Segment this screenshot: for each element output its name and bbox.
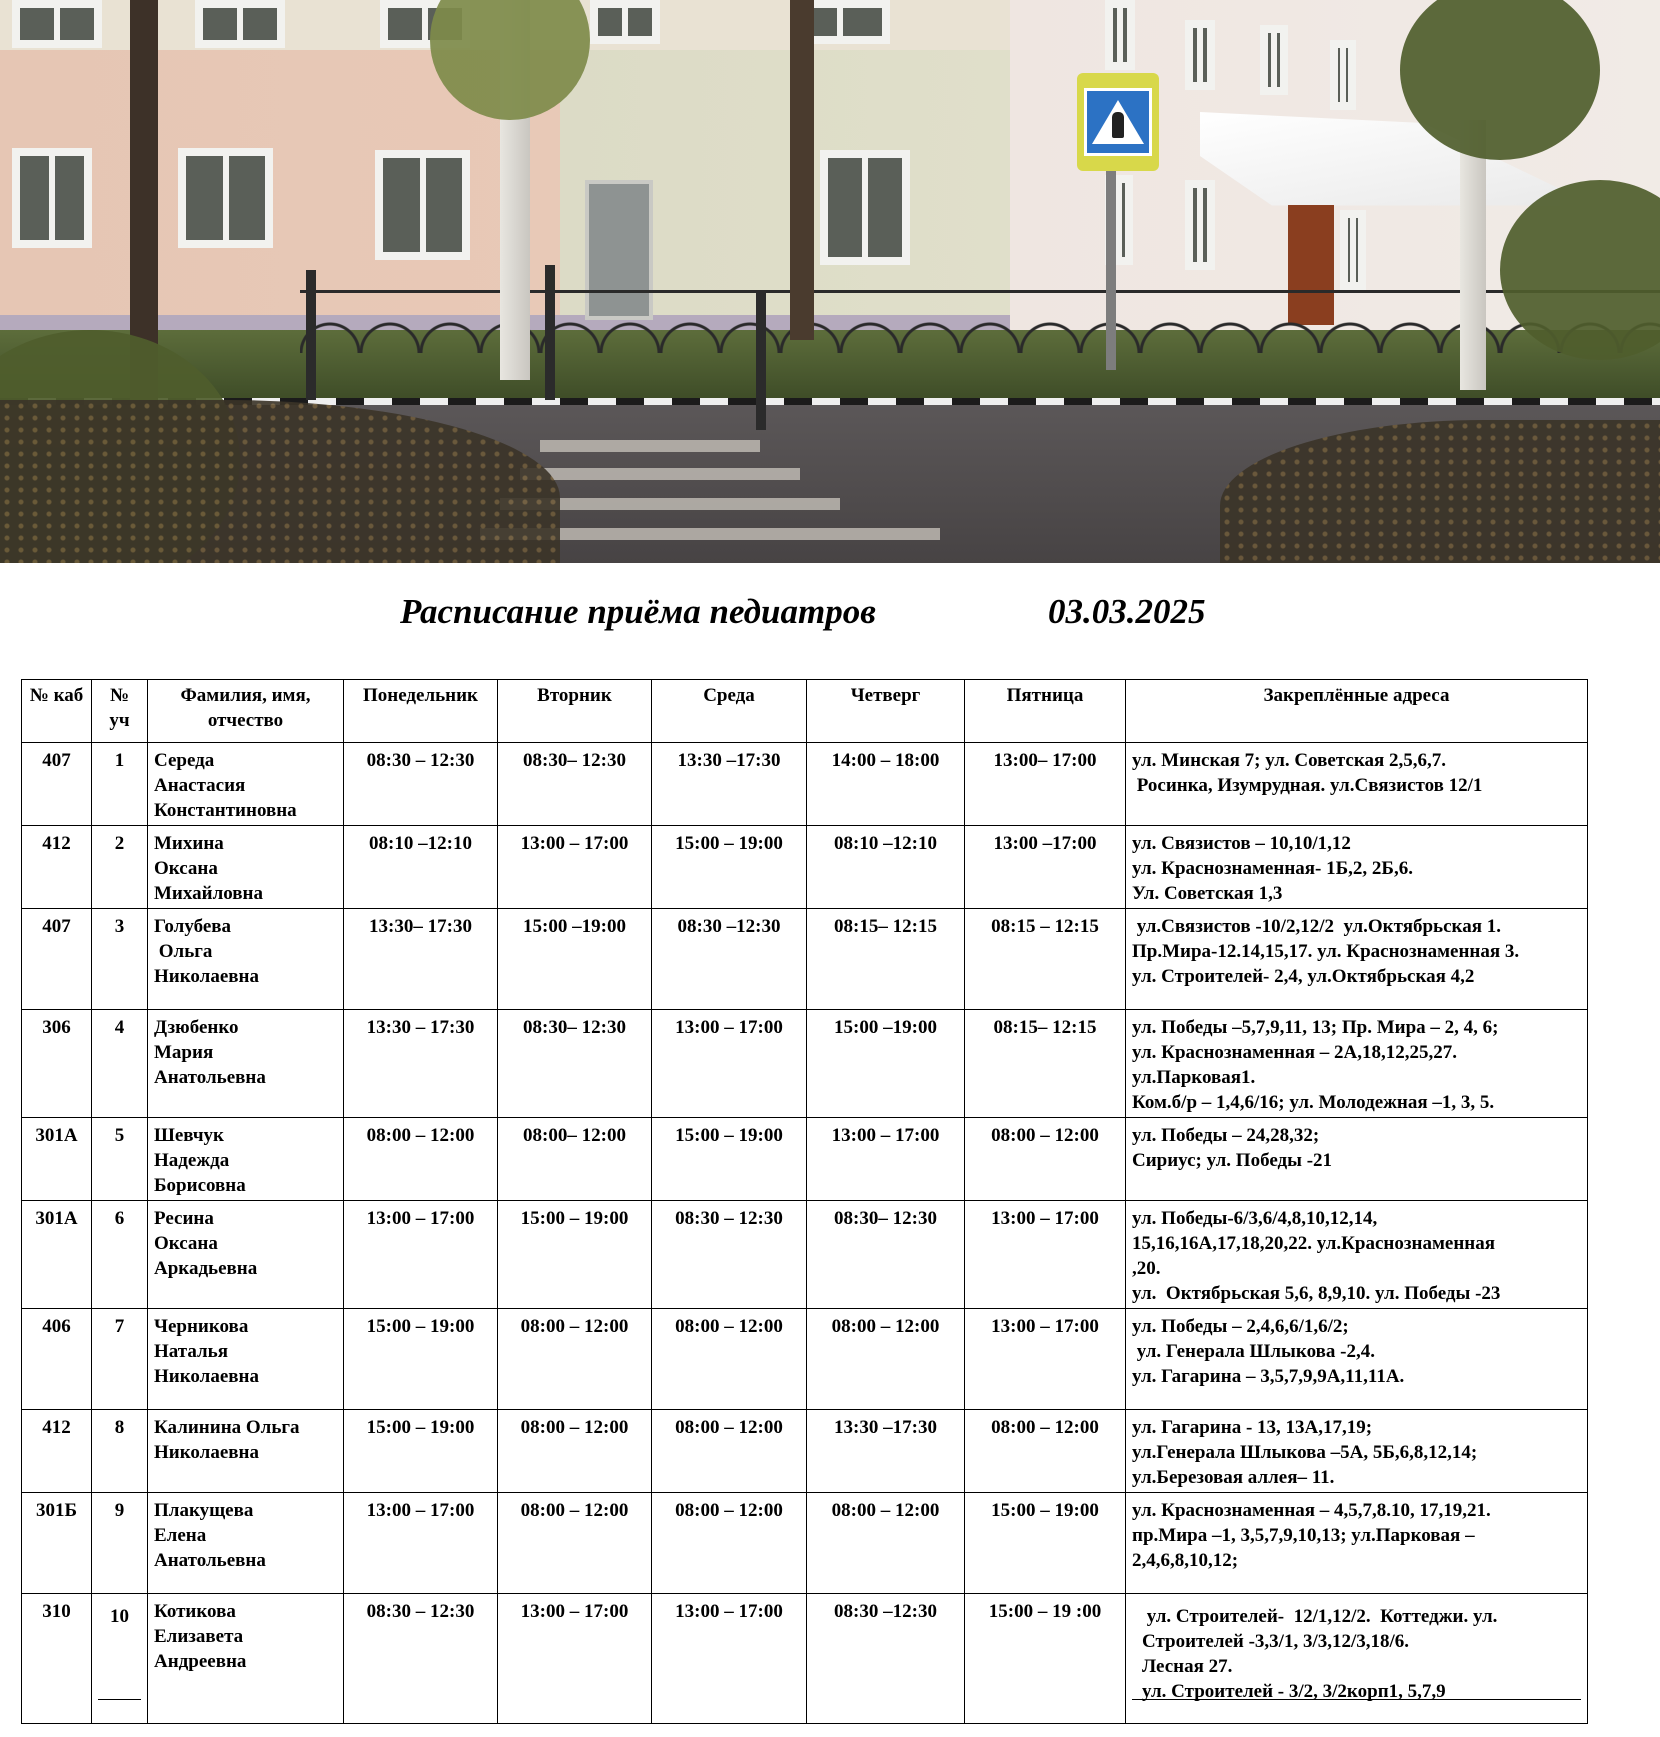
cell-addresses-line: ул. Строителей- 2,4, ул.Октябрьская 4,2 <box>1132 966 1475 987</box>
cell-addresses <box>1126 1410 1588 1493</box>
cell-addresses-line: пр.Мира –1, 3,5,7,9,10,13; ул.Парковая – <box>1132 1525 1475 1546</box>
title-text: Расписание приёма педиатров <box>400 592 876 631</box>
cell-doctor-name-line: Плакущева <box>154 1500 254 1521</box>
cell-tuesday: 08:30– 12:30 <box>498 1010 652 1118</box>
cell-plot <box>92 1594 148 1724</box>
tree-trunk <box>790 0 814 340</box>
pedestrian-crossing-sign-icon <box>1077 73 1159 171</box>
cell-friday: 08:15 – 12:15 <box>965 909 1126 1010</box>
cell-doctor-name-line: Оксана <box>154 1233 218 1254</box>
fence-post <box>756 290 766 430</box>
cell-room: 406 <box>22 1309 92 1410</box>
window <box>1340 210 1366 290</box>
cell-doctor-name <box>148 826 344 909</box>
cell-doctor-name-line: Надежда <box>154 1150 230 1171</box>
cell-addresses-line: 15,16,16А,17,18,20,22. ул.Краснознаменная <box>1132 1233 1496 1254</box>
cell-addresses <box>1126 1594 1588 1724</box>
cell-wednesday: 08:00 – 12:00 <box>652 1493 807 1594</box>
cell-addresses <box>1126 1010 1588 1118</box>
cell-addresses-line: ул. Краснознаменная – 2А,18,12,25,27. <box>1132 1042 1458 1063</box>
cell-addresses <box>1126 1118 1588 1201</box>
cell-thursday: 08:30– 12:30 <box>807 1201 965 1309</box>
cell-addresses-line: ул. Краснознаменная – 4,5,7,8.10, 17,19,21. <box>1132 1500 1491 1521</box>
cell-room: 310 <box>22 1594 92 1724</box>
cell-doctor-name <box>148 1594 344 1724</box>
cell-thursday: 08:30 –12:30 <box>807 1594 965 1724</box>
cell-wednesday: 13:00 – 17:00 <box>652 1594 807 1724</box>
cell-tuesday: 08:00 – 12:00 <box>498 1493 652 1594</box>
window <box>375 150 470 260</box>
cell-plot-value: 10 <box>98 1599 141 1700</box>
cell-plot: 5 <box>92 1118 148 1201</box>
cell-doctor-name <box>148 1309 344 1410</box>
cell-doctor-name-line: Борисовна <box>154 1175 246 1196</box>
cell-monday: 08:10 –12:10 <box>344 826 498 909</box>
cell-doctor-name-line: Наталья <box>154 1341 229 1362</box>
cell-friday: 15:00 – 19:00 <box>965 1493 1126 1594</box>
table-row <box>22 1010 1588 1118</box>
cell-thursday: 08:00 – 12:00 <box>807 1493 965 1594</box>
crosswalk-stripe <box>540 440 760 452</box>
window <box>820 150 910 265</box>
cell-doctor-name-line: Андреевна <box>154 1651 247 1672</box>
cell-addresses <box>1126 826 1588 909</box>
cell-addresses-line: ул. Победы-6/3,6/4,8,10,12,14, <box>1132 1208 1378 1229</box>
cell-doctor-name <box>148 1493 344 1594</box>
cell-plot: 8 <box>92 1410 148 1493</box>
cell-addresses-line: ул. Гагарина - 13, 13А,17,19; <box>1132 1417 1373 1438</box>
cell-addresses-line: ,20. <box>1132 1258 1161 1279</box>
cell-addresses-line: Пр.Мира-12.14,15,17. ул. Краснознаменная 3. <box>1132 941 1520 962</box>
cell-monday: 15:00 – 19:00 <box>344 1309 498 1410</box>
cell-doctor-name-line: Михина <box>154 833 224 854</box>
cell-plot: 1 <box>92 743 148 826</box>
cell-monday: 08:30 – 12:30 <box>344 1594 498 1724</box>
cell-tuesday: 08:00– 12:00 <box>498 1118 652 1201</box>
table-row <box>22 826 1588 909</box>
cell-doctor-name-line: Шевчук <box>154 1125 224 1146</box>
cell-monday: 08:30 – 12:30 <box>344 743 498 826</box>
cell-doctor-name-line: Мария <box>154 1042 214 1063</box>
cell-doctor-name-line: Николаевна <box>154 1366 259 1387</box>
window <box>195 0 285 48</box>
header-photo <box>0 0 1660 563</box>
cell-monday: 08:00 – 12:00 <box>344 1118 498 1201</box>
cell-friday: 08:15– 12:15 <box>965 1010 1126 1118</box>
header-monday: Понедельник <box>344 680 498 743</box>
header-tuesday: Вторник <box>498 680 652 743</box>
cell-thursday: 08:00 – 12:00 <box>807 1309 965 1410</box>
table-row <box>22 909 1588 1010</box>
cell-addresses-line: ул.Связистов -10/2,12/2 ул.Октябрьская 1. <box>1132 916 1501 937</box>
cell-wednesday: 13:30 –17:30 <box>652 743 807 826</box>
cell-thursday: 15:00 –19:00 <box>807 1010 965 1118</box>
cell-plot: 6 <box>92 1201 148 1309</box>
cell-plot: 4 <box>92 1010 148 1118</box>
cell-addresses-line: 2,4,6,8,10,12; <box>1132 1550 1239 1571</box>
table-row <box>22 1201 1588 1309</box>
cell-room: 412 <box>22 1410 92 1493</box>
cell-addresses-line: Сириус; ул. Победы -21 <box>1132 1150 1333 1171</box>
cell-friday: 13:00 – 17:00 <box>965 1201 1126 1309</box>
cell-doctor-name-line: Анастасия <box>154 775 246 796</box>
cell-doctor-name-line: Котикова <box>154 1601 236 1622</box>
cell-tuesday: 08:30– 12:30 <box>498 743 652 826</box>
cell-friday: 13:00 – 17:00 <box>965 1309 1126 1410</box>
window <box>1330 40 1356 110</box>
cell-doctor-name <box>148 1410 344 1493</box>
cell-room: 407 <box>22 743 92 826</box>
cell-monday: 15:00 – 19:00 <box>344 1410 498 1493</box>
cell-addresses-line: ул. Краснознаменная- 1Б,2, 2Б,6. <box>1132 858 1413 879</box>
table-row <box>22 1309 1588 1410</box>
header-friday: Пятница <box>965 680 1126 743</box>
cell-tuesday: 08:00 – 12:00 <box>498 1309 652 1410</box>
cell-doctor-name-line: Елизавета <box>154 1626 244 1647</box>
cell-addresses-line: Ком.б/р – 1,4,6/16; ул. Молодежная –1, 3, 5. <box>1132 1092 1495 1113</box>
header-row <box>22 680 1588 743</box>
cell-addresses-line: ул. Гагарина – 3,5,7,9,9А,11,11А. <box>1132 1366 1405 1387</box>
cell-friday: 13:00– 17:00 <box>965 743 1126 826</box>
header-thursday: Четверг <box>807 680 965 743</box>
cell-plot: 2 <box>92 826 148 909</box>
cell-tuesday: 15:00 –19:00 <box>498 909 652 1010</box>
cell-addresses-line: ул. Победы – 24,28,32; <box>1132 1125 1320 1146</box>
cell-wednesday: 08:30 – 12:30 <box>652 1201 807 1309</box>
cell-plot: 3 <box>92 909 148 1010</box>
cell-addresses-line: ул. Строителей- 12/1,12/2. Коттеджи. ул. <box>1142 1606 1498 1627</box>
cell-wednesday: 08:00 – 12:00 <box>652 1410 807 1493</box>
cell-doctor-name <box>148 1010 344 1118</box>
cell-wednesday: 08:30 –12:30 <box>652 909 807 1010</box>
cell-tuesday: 15:00 – 19:00 <box>498 1201 652 1309</box>
cell-doctor-name-line: Анатольевна <box>154 1067 266 1088</box>
cell-addresses <box>1126 909 1588 1010</box>
table-row <box>22 1410 1588 1493</box>
cell-tuesday: 13:00 – 17:00 <box>498 826 652 909</box>
cell-doctor-name-line: Николаевна <box>154 1442 259 1463</box>
cell-addresses-line: ул.Парковая1. <box>1132 1067 1256 1088</box>
window <box>1260 25 1288 95</box>
cell-doctor-name-line: Анатольевна <box>154 1550 266 1571</box>
cell-room: 301Б <box>22 1493 92 1594</box>
cell-friday: 13:00 –17:00 <box>965 826 1126 909</box>
cell-addresses-line: ул. Октябрьская 5,6, 8,9,10. ул. Победы -23 <box>1132 1283 1501 1304</box>
cell-addresses-line: Росинка, Изумрудная. ул.Связистов 12/1 <box>1132 775 1483 796</box>
cell-doctor-name-line: Михайловна <box>154 883 263 904</box>
table-row <box>22 1493 1588 1594</box>
cell-wednesday: 13:00 – 17:00 <box>652 1010 807 1118</box>
cell-doctor-name-line: Черникова <box>154 1316 249 1337</box>
cell-plot: 7 <box>92 1309 148 1410</box>
schedule-title <box>0 585 1660 639</box>
fence-post <box>306 270 316 400</box>
cell-monday: 13:00 – 17:00 <box>344 1201 498 1309</box>
cell-addresses-line: ул. Победы –5,7,9,11, 13; Пр. Мира – 2, 4, 6; <box>1132 1017 1499 1038</box>
cell-addresses-line: ул.Генерала Шлыкова –5А, 5Б,6,8,12,14; <box>1132 1442 1478 1463</box>
cell-addresses <box>1126 1493 1588 1594</box>
cell-doctor-name <box>148 909 344 1010</box>
cell-doctor-name <box>148 1201 344 1309</box>
cell-wednesday: 08:00 – 12:00 <box>652 1309 807 1410</box>
table-row <box>22 743 1588 826</box>
window <box>12 0 102 48</box>
cell-wednesday: 15:00 – 19:00 <box>652 1118 807 1201</box>
header-room: № каб <box>22 680 92 743</box>
window <box>1185 180 1215 270</box>
window <box>1185 20 1215 90</box>
window <box>590 0 660 44</box>
header-wednesday: Среда <box>652 680 807 743</box>
cell-addresses <box>1126 743 1588 826</box>
cell-monday: 13:30 – 17:30 <box>344 1010 498 1118</box>
cell-friday: 15:00 – 19 :00 <box>965 1594 1126 1724</box>
cell-addresses-line: ул. Генерала Шлыкова -2,4. <box>1132 1341 1375 1362</box>
cell-friday: 08:00 – 12:00 <box>965 1410 1126 1493</box>
header-addresses: Закреплённые адреса <box>1126 680 1588 743</box>
cell-room: 301А <box>22 1201 92 1309</box>
cell-room: 301А <box>22 1118 92 1201</box>
cell-doctor-name-line: Константиновна <box>154 800 297 821</box>
cell-doctor-name-line: Ресина <box>154 1208 214 1229</box>
cell-addresses <box>1126 1309 1588 1410</box>
crosswalk-stripe <box>520 468 800 480</box>
cell-thursday: 08:15– 12:15 <box>807 909 965 1010</box>
table-row <box>22 1118 1588 1201</box>
cell-addresses-line: ул.Березовая аллея– 11. <box>1132 1467 1335 1488</box>
cell-room: 306 <box>22 1010 92 1118</box>
cell-addresses-line: ул. Связистов – 10,10/1,12 <box>1132 833 1351 854</box>
cell-addresses-line: Ул. Советская 1,3 <box>1132 883 1283 904</box>
table-row <box>22 1594 1588 1724</box>
cell-doctor-name-line: Николаевна <box>154 966 259 987</box>
cell-room: 412 <box>22 826 92 909</box>
window <box>1105 0 1135 70</box>
title-date: 03.03.2025 <box>1048 592 1206 631</box>
cell-addresses-line: Строителей -3,3/1, 3/3,12/3,18/6. <box>1142 1631 1410 1652</box>
cell-addresses-line: Лесная 27. <box>1142 1656 1233 1677</box>
cell-doctor-name-line: Голубева <box>154 916 232 937</box>
cell-addresses <box>1126 1201 1588 1309</box>
cell-doctor-name <box>148 743 344 826</box>
schedule-table <box>21 679 1588 1724</box>
window <box>178 148 273 248</box>
cell-addresses-line: ул. Минская 7; ул. Советская 2,5,6,7. <box>1132 750 1447 771</box>
fence-post <box>545 265 555 400</box>
cell-monday: 13:30– 17:30 <box>344 909 498 1010</box>
cell-friday: 08:00 – 12:00 <box>965 1118 1126 1201</box>
cell-thursday: 13:30 –17:30 <box>807 1410 965 1493</box>
cell-tuesday: 08:00 – 12:00 <box>498 1410 652 1493</box>
header-name: Фамилия, имя, отчество <box>148 680 344 743</box>
cell-addresses-line: ул. Победы – 2,4,6,6/1,6/2; <box>1132 1316 1349 1337</box>
cell-tuesday: 13:00 – 17:00 <box>498 1594 652 1724</box>
cell-thursday: 14:00 – 18:00 <box>807 743 965 826</box>
window <box>12 148 92 248</box>
birch-trunk <box>1460 120 1486 390</box>
cell-doctor-name-line: Дзюбенко <box>154 1017 239 1038</box>
cell-addresses-line: ул. Строителей - 3/2, 3/2корп1, 5,7,9 <box>1142 1681 1446 1702</box>
cell-doctor-name <box>148 1118 344 1201</box>
cell-doctor-name-line: Ольга <box>154 941 213 962</box>
header-plot: № уч <box>92 680 148 743</box>
cell-room: 407 <box>22 909 92 1010</box>
cell-thursday: 08:10 –12:10 <box>807 826 965 909</box>
cell-doctor-name-line: Калинина Ольга <box>154 1417 300 1438</box>
cell-monday: 13:00 – 17:00 <box>344 1493 498 1594</box>
cell-wednesday: 15:00 – 19:00 <box>652 826 807 909</box>
cell-doctor-name-line: Елена <box>154 1525 207 1546</box>
cell-doctor-name-line: Середа <box>154 750 215 771</box>
cell-doctor-name-line: Оксана <box>154 858 218 879</box>
cell-plot: 9 <box>92 1493 148 1594</box>
cell-doctor-name-line: Аркадьевна <box>154 1258 258 1279</box>
cell-thursday: 13:00 – 17:00 <box>807 1118 965 1201</box>
